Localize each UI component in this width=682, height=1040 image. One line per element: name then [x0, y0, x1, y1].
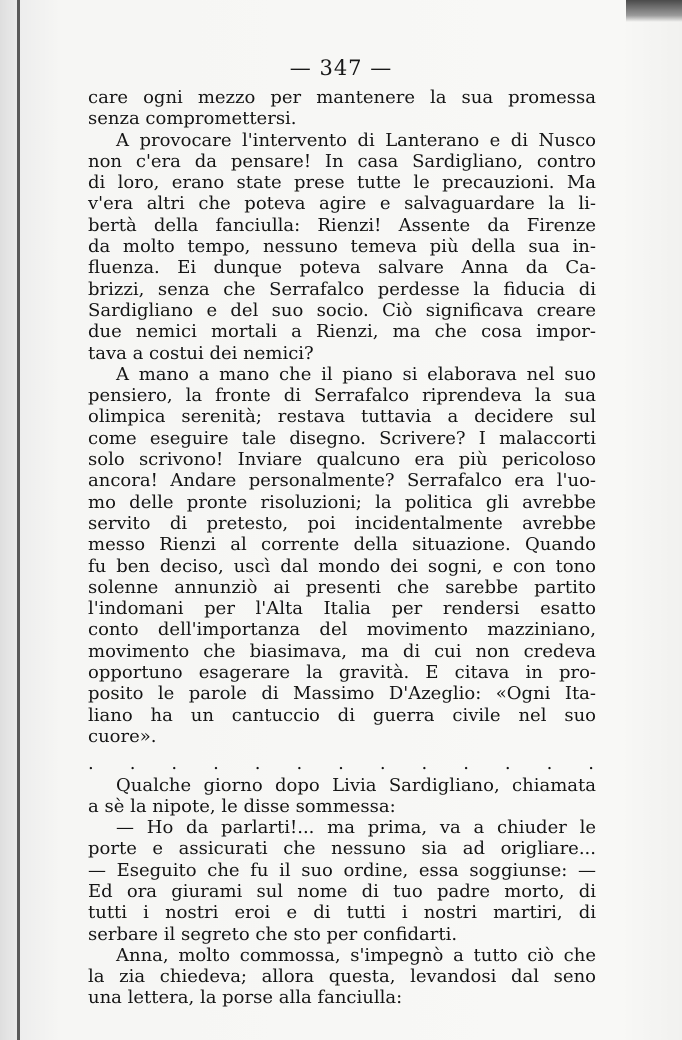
text-line: non c'era da pensare! In casa Sardigliano, contro: [88, 150, 596, 172]
text-line: Sardigliano e del suo socio. Ciò significava creare: [88, 299, 596, 321]
text-line: solo scrivono! Inviare qualcuno era più pericoloso: [88, 449, 596, 471]
text-line: care ogni mezzo per mantenere la sua promessa: [88, 87, 596, 108]
text-line: messo Rienzi al corrente della situazione. Quando: [88, 534, 596, 556]
text-line: una lettera, la porse alla fanciulla:: [88, 987, 403, 1009]
text-line: pensiero, la fronte di Serrafalco riprendeva la sua: [88, 385, 596, 407]
text-line: — Ho da parlarti!... ma prima, va a chiuder le: [116, 817, 596, 839]
text-line: porte e assicurati che nessuno sia ad origliare...: [88, 838, 596, 860]
text-line: posito le parole di Massimo D'Azeglio: «Ogni Ita-: [88, 683, 596, 705]
text-line: a sè la nipote, le disse sommessa:: [88, 795, 396, 817]
text-line: Anna, molto commossa, s'impegnò a tutto ciò che: [116, 944, 596, 966]
text-line: tutti i nostri eroi e di tutti i nostri martiri, di: [88, 902, 596, 924]
text-line: Qualche giorno dopo Livia Sardigliano, chiamata: [116, 774, 596, 796]
paragraph: [88, 364, 596, 747]
text-line: come eseguire tale disegno. Scrivere? I malaccorti: [88, 427, 596, 449]
text-line: solenne annunziò ai presenti che sarebbe partito: [88, 576, 596, 598]
text-line: cuore».: [88, 725, 157, 747]
text-line: servito di pretesto, poi incidentalmente avrebbe: [88, 512, 596, 534]
text-line: Ed ora giurami sul nome di tuo padre morto, di: [88, 880, 596, 902]
paragraph: [88, 945, 596, 1009]
text-line: olimpica serenità; restava tuttavia a decidere sul: [88, 406, 596, 428]
text-line: tava a costui dei nemici?: [88, 342, 314, 364]
text-line: fluenza. Ei dunque poteva salvare Anna da Ca-: [88, 257, 596, 279]
text-line: la zia chiedeva; allora questa, levandosi dal seno: [88, 966, 596, 988]
text-line: ancora! Andare personalmente? Serrafalco era l'uo-: [88, 470, 596, 492]
text-line: movimento che biasimava, ma di cui non credeva: [88, 640, 596, 662]
text-line: — Eseguito che fu il suo ordine, essa soggiunse: —: [88, 859, 596, 881]
text-line: serbare il segreto che sto per confidarti.: [88, 923, 458, 945]
body-text: [88, 87, 596, 1009]
text-line: fu ben deciso, uscì dal mondo dei sogni, e con tono: [88, 555, 596, 577]
text-line: v'era altri che poteva agire e salvaguardare la li-: [88, 193, 596, 215]
scan-corner-shadow: [626, 0, 682, 22]
text-line: due nemici mortali a Rienzi, ma che cosa impor-: [88, 321, 596, 343]
paragraph: [88, 87, 596, 130]
page-number: — 347 —: [289, 56, 393, 80]
binding-edge: [17, 0, 20, 1040]
text-line: brizzi, senza che Serrafalco perdesse la fiducia di: [88, 278, 596, 300]
text-line: conto dell'importanza del movimento mazziniano,: [88, 619, 596, 641]
section-break: . . . . . . . . . . . . .: [88, 753, 596, 775]
text-line: liano ha un cantuccio di guerra civile nel suo: [88, 704, 596, 726]
text-line: opportuno esagerare la gravità. E citava in pro-: [88, 662, 596, 684]
text-line: A provocare l'intervento di Lanterano e di Nusco: [116, 129, 596, 151]
text-line: da molto tempo, nessuno temeva più della sua in-: [88, 236, 596, 258]
text-line: bertà della fanciulla: Rienzi! Assente da Firenze: [88, 214, 596, 236]
text-line: l'indomani per l'Alta Italia per rendersi esatto: [88, 598, 596, 620]
text-line: mo delle pronte risoluzioni; la politica gli avrebbe: [88, 491, 596, 513]
text-line: di loro, erano state prese tutte le precauzioni. Ma: [88, 172, 596, 194]
text-line: A mano a mano che il piano si elaborava nel suo: [116, 363, 596, 385]
paragraph: [88, 775, 596, 945]
text-line: senza compromettersi.: [88, 108, 297, 130]
paragraph: [88, 130, 596, 364]
